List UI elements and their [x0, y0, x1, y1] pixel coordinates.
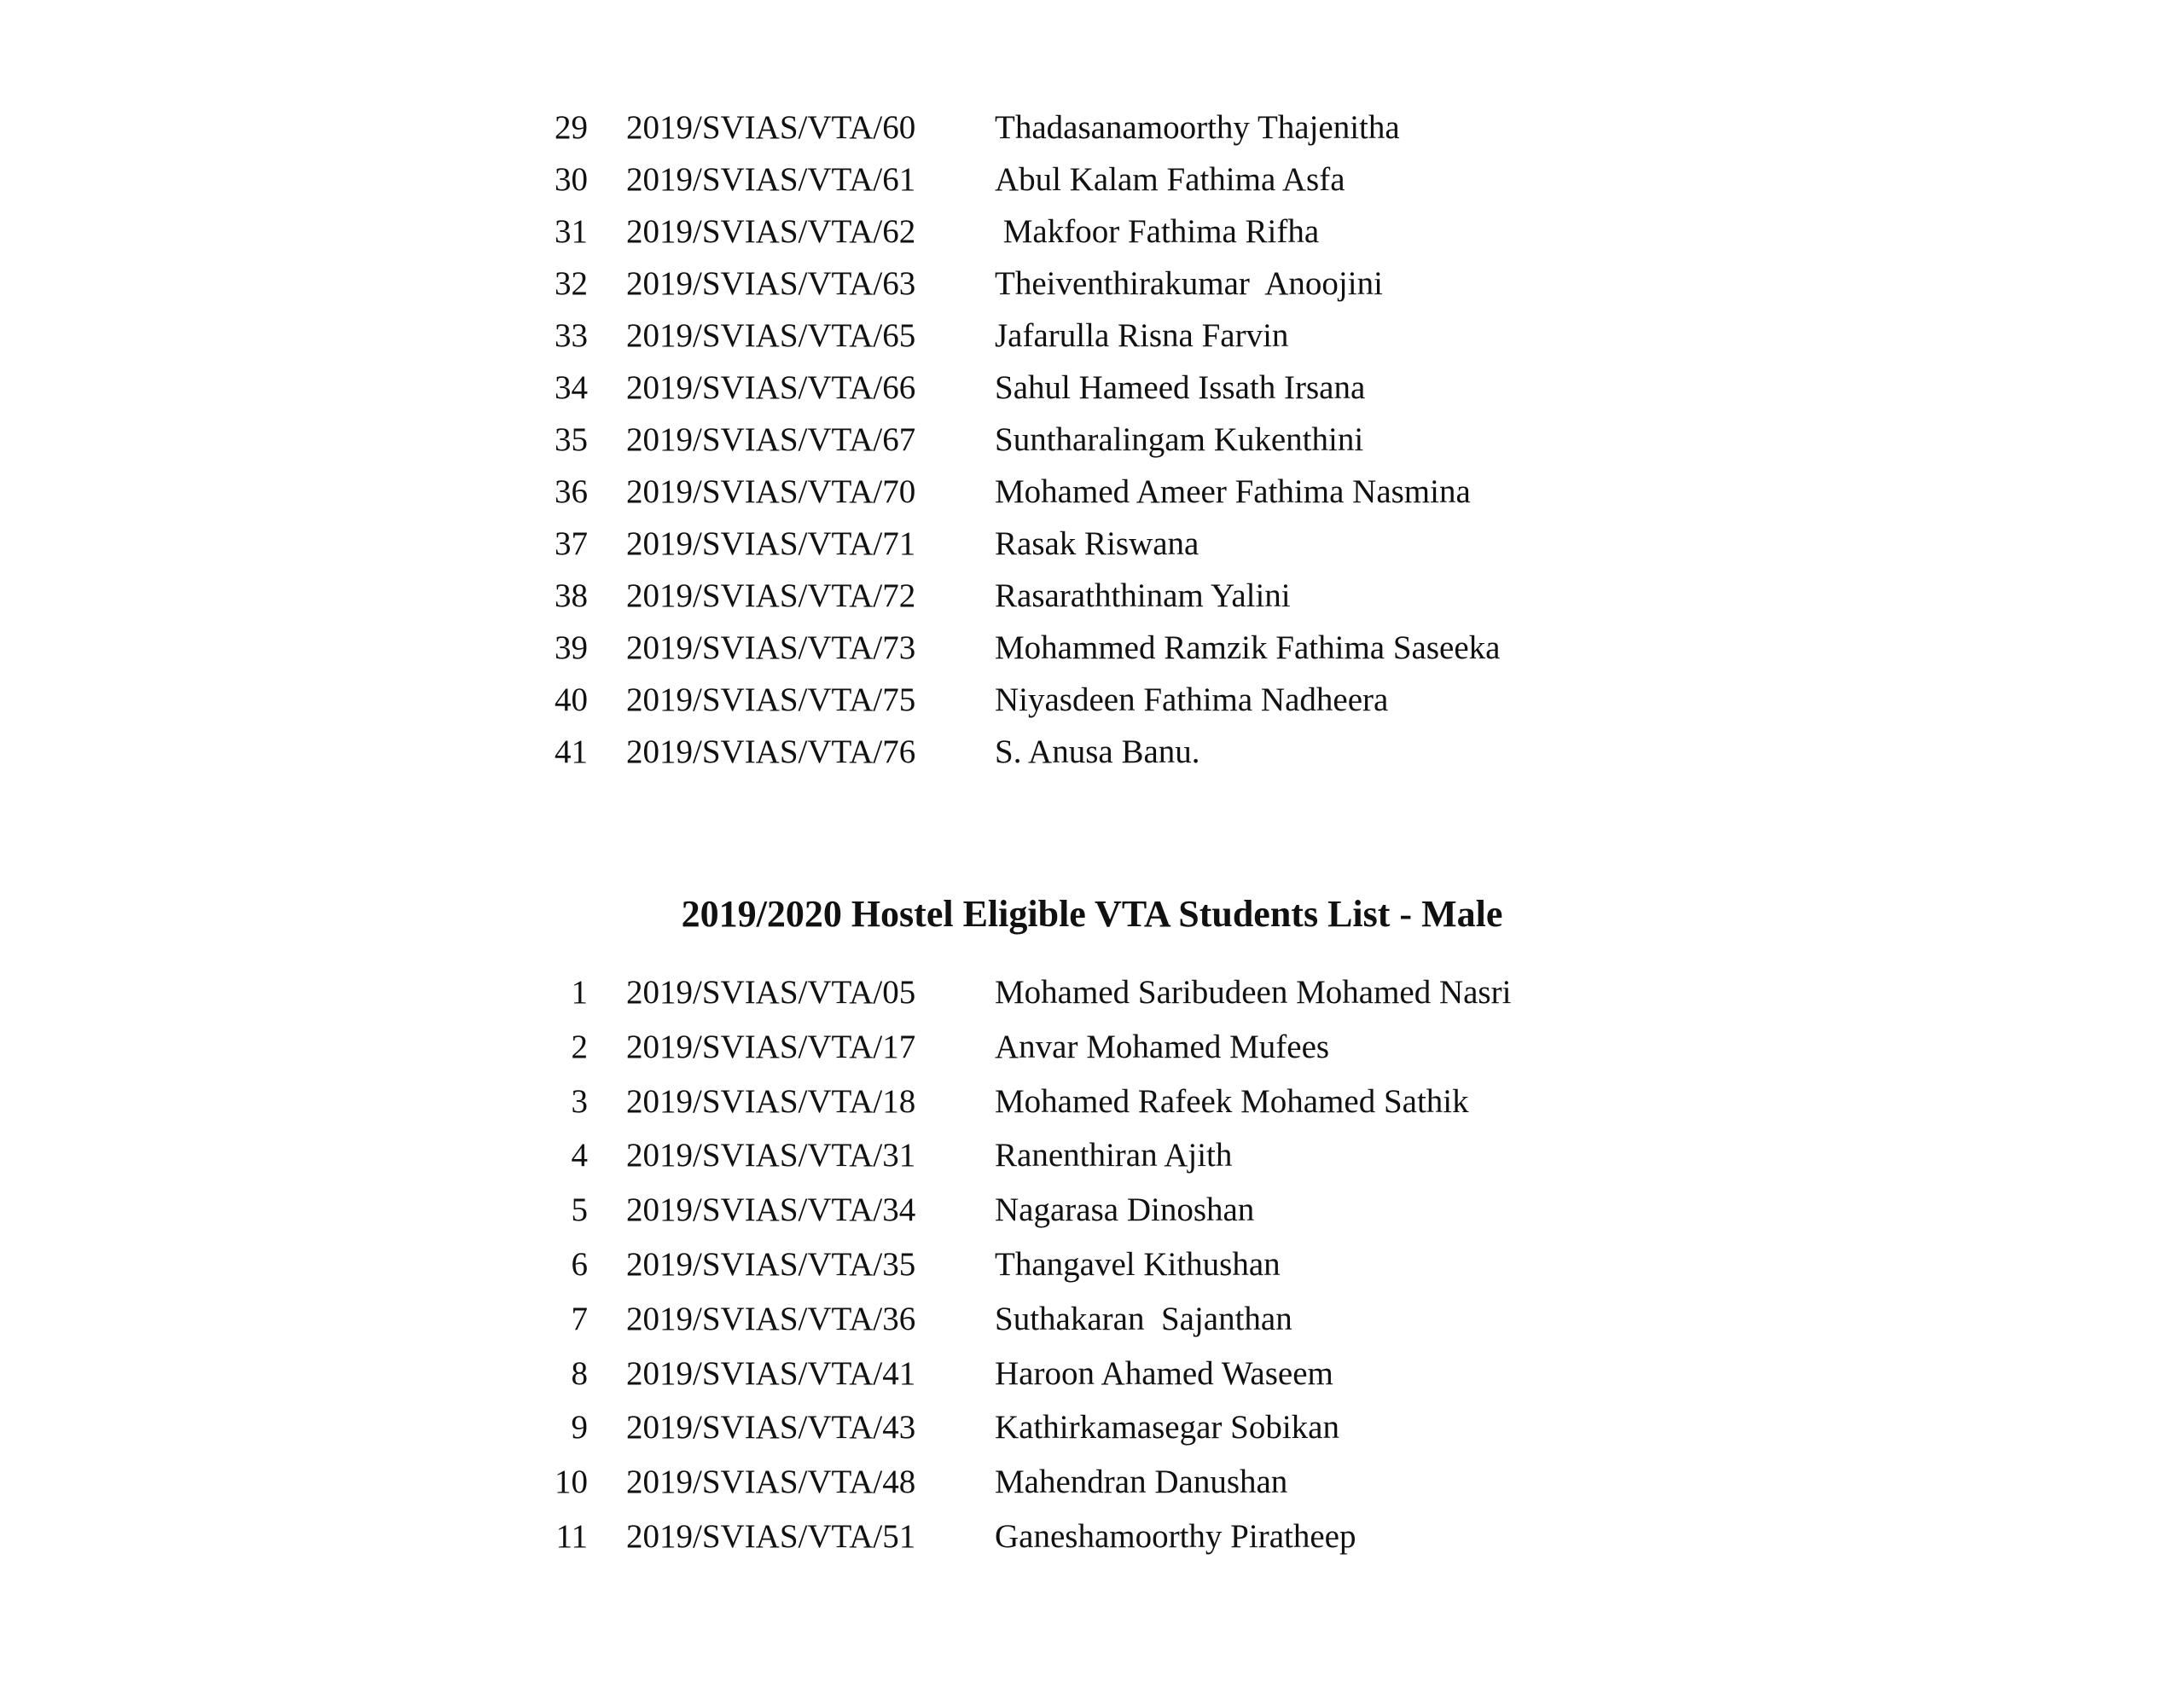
registration-number: 2019/SVIAS/VTA/17	[626, 1028, 916, 1065]
registration-number: 2019/SVIAS/VTA/60	[626, 109, 916, 146]
student-name: Mahendran Danushan	[995, 1464, 1288, 1501]
student-name: Jafarulla Risna Farvin	[995, 317, 1289, 354]
row-number: 32	[555, 265, 588, 302]
student-row	[0, 1510, 2184, 1564]
student-row	[0, 310, 2184, 362]
student-name: Mohammed Ramzik Fathima Saseeka	[995, 629, 1501, 666]
student-row	[0, 1347, 2184, 1401]
student-name: Makfoor Fathima Rifha	[995, 213, 1320, 250]
registration-number: 2019/SVIAS/VTA/36	[626, 1300, 916, 1337]
male-student-list	[0, 965, 2184, 1564]
student-row	[0, 466, 2184, 518]
student-row	[0, 674, 2184, 726]
row-number: 29	[555, 109, 588, 146]
row-number: 35	[555, 421, 588, 458]
student-row	[0, 1075, 2184, 1129]
row-number: 2	[571, 1028, 588, 1065]
row-number: 34	[555, 369, 588, 406]
student-row	[0, 1292, 2184, 1347]
student-row	[0, 258, 2184, 310]
student-name: Theiventhirakumar Anoojini	[995, 265, 1383, 302]
registration-number: 2019/SVIAS/VTA/70	[626, 473, 916, 510]
student-row	[0, 1400, 2184, 1455]
row-number: 33	[555, 317, 588, 354]
student-row	[0, 101, 2184, 154]
female-student-list	[0, 101, 2184, 778]
student-name: Mohamed Saribudeen Mohamed Nasri	[995, 974, 1512, 1011]
row-number: 39	[555, 629, 588, 666]
student-row	[0, 1455, 2184, 1510]
student-name: S. Anusa Banu.	[995, 733, 1200, 770]
registration-number: 2019/SVIAS/VTA/35	[626, 1245, 916, 1283]
registration-number: 2019/SVIAS/VTA/61	[626, 161, 916, 198]
row-number: 38	[555, 577, 588, 614]
student-name: Sahul Hameed Issath Irsana	[995, 369, 1366, 406]
registration-number: 2019/SVIAS/VTA/73	[626, 629, 916, 666]
row-number: 41	[555, 733, 588, 770]
row-number: 6	[571, 1245, 588, 1283]
row-number: 10	[555, 1464, 588, 1501]
row-number: 37	[555, 525, 588, 562]
student-name: Suntharalingam Kukenthini	[995, 421, 1364, 458]
student-name: Haroon Ahamed Waseem	[995, 1354, 1333, 1392]
registration-number: 2019/SVIAS/VTA/76	[626, 733, 916, 770]
student-name: Ganeshamoorthy Piratheep	[995, 1517, 1356, 1555]
student-name: Kathirkamasegar Sobikan	[995, 1409, 1339, 1446]
row-number: 3	[571, 1082, 588, 1120]
registration-number: 2019/SVIAS/VTA/75	[626, 681, 916, 718]
registration-number: 2019/SVIAS/VTA/34	[626, 1191, 916, 1229]
student-name: Ranenthiran Ajith	[995, 1137, 1233, 1174]
student-name: Anvar Mohamed Mufees	[995, 1028, 1330, 1065]
student-row	[0, 154, 2184, 206]
registration-number: 2019/SVIAS/VTA/51	[626, 1517, 916, 1555]
registration-number: 2019/SVIAS/VTA/63	[626, 265, 916, 302]
student-name: Niyasdeen Fathima Nadheera	[995, 681, 1389, 718]
student-name: Abul Kalam Fathima Asfa	[995, 161, 1345, 198]
registration-number: 2019/SVIAS/VTA/48	[626, 1464, 916, 1501]
student-row	[0, 1238, 2184, 1292]
student-row	[0, 1020, 2184, 1075]
student-row	[0, 726, 2184, 778]
registration-number: 2019/SVIAS/VTA/65	[626, 317, 916, 354]
student-name: Rasak Riswana	[995, 525, 1199, 562]
registration-number: 2019/SVIAS/VTA/71	[626, 525, 916, 562]
male-section-title: 2019/2020 Hostel Eligible VTA Students List - Male	[681, 893, 1503, 935]
row-number: 31	[555, 213, 588, 250]
row-number: 4	[571, 1137, 588, 1174]
student-name: Mohamed Ameer Fathima Nasmina	[995, 473, 1471, 510]
student-row	[0, 1128, 2184, 1183]
registration-number: 2019/SVIAS/VTA/31	[626, 1137, 916, 1174]
registration-number: 2019/SVIAS/VTA/43	[626, 1409, 916, 1446]
registration-number: 2019/SVIAS/VTA/62	[626, 213, 916, 250]
student-name: Rasaraththinam Yalini	[995, 577, 1291, 614]
row-number: 8	[571, 1354, 588, 1392]
student-name: Nagarasa Dinoshan	[995, 1191, 1255, 1229]
row-number: 7	[571, 1300, 588, 1337]
student-name: Thadasanamoorthy Thajenitha	[995, 109, 1400, 146]
student-row	[0, 965, 2184, 1020]
student-row	[0, 362, 2184, 414]
row-number: 30	[555, 161, 588, 198]
row-number: 11	[555, 1517, 588, 1555]
student-name: Suthakaran Sajanthan	[995, 1300, 1292, 1337]
student-row	[0, 570, 2184, 622]
student-row	[0, 518, 2184, 570]
registration-number: 2019/SVIAS/VTA/41	[626, 1354, 916, 1392]
student-row	[0, 1183, 2184, 1238]
registration-number: 2019/SVIAS/VTA/72	[626, 577, 916, 614]
student-row	[0, 414, 2184, 466]
registration-number: 2019/SVIAS/VTA/05	[626, 974, 916, 1011]
student-row	[0, 622, 2184, 674]
registration-number: 2019/SVIAS/VTA/66	[626, 369, 916, 406]
row-number: 9	[571, 1409, 588, 1446]
student-name: Mohamed Rafeek Mohamed Sathik	[995, 1082, 1469, 1120]
row-number: 1	[571, 974, 588, 1011]
row-number: 5	[571, 1191, 588, 1229]
student-name: Thangavel Kithushan	[995, 1245, 1281, 1283]
registration-number: 2019/SVIAS/VTA/67	[626, 421, 916, 458]
registration-number: 2019/SVIAS/VTA/18	[626, 1082, 916, 1120]
row-number: 36	[555, 473, 588, 510]
row-number: 40	[555, 681, 588, 718]
student-row	[0, 206, 2184, 258]
